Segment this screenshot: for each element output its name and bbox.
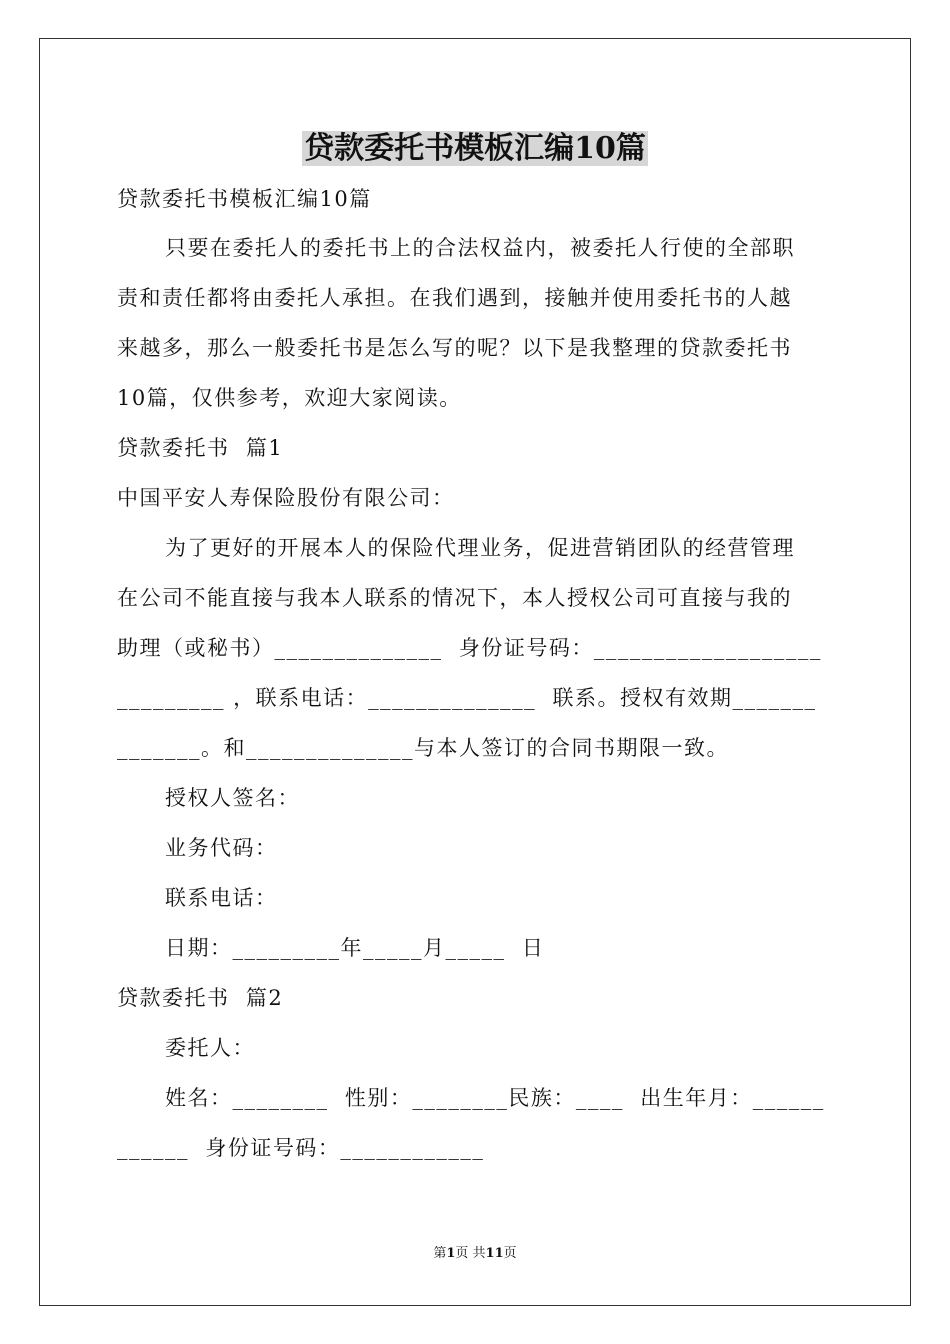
section-heading: 贷款委托书 篇1	[117, 436, 284, 460]
page-border	[39, 38, 911, 1306]
paragraph-line: _______。和______________与本人签订的合同书期限一致。	[117, 736, 729, 760]
date-field: 日期：_________年_____月_____ 日	[165, 936, 545, 960]
principal-label: 委托人：	[165, 1036, 255, 1060]
signature-field: 授权人签名：	[165, 786, 300, 810]
paragraph-line: 10篇，仅供参考，欢迎大家阅读。	[117, 386, 462, 410]
subtitle-line: 贷款委托书模板汇编10篇	[117, 187, 372, 211]
paragraph-line: 来越多，那么一般委托书是怎么写的呢？以下是我整理的贷款委托书	[117, 336, 792, 360]
paragraph-line: 在公司不能直接与我本人联系的情况下，本人授权公司可直接与我的	[117, 586, 792, 610]
paragraph-line: _________ ，联系电话：______________ 联系。授权有效期_______	[117, 686, 817, 710]
business-code-field: 业务代码：	[165, 836, 278, 860]
document-title: 贷款委托书模板汇编10篇	[304, 131, 646, 166]
paragraph-line: 助理（或秘书）______________ 身份证号码：___________________	[117, 636, 822, 660]
paragraph-line: 为了更好的开展本人的保险代理业务，促进营销团队的经营管理	[165, 536, 795, 560]
principal-info-line: ______ 身份证号码：____________	[117, 1136, 485, 1160]
paragraph-line: 责和责任都将由委托人承担。在我们遇到，接触并使用委托书的人越	[117, 286, 792, 310]
phone-field: 联系电话：	[165, 886, 278, 910]
page-footer: 第1页 共11页	[433, 1246, 517, 1261]
paragraph-line: 只要在委托人的委托书上的合法权益内，被委托人行使的全部职	[165, 236, 795, 260]
addressee-line: 中国平安人寿保险股份有限公司：	[117, 486, 455, 510]
principal-info-line: 姓名：________ 性别：________民族：____ 出生年月：______	[165, 1086, 825, 1110]
section-heading: 贷款委托书 篇2	[117, 986, 284, 1010]
